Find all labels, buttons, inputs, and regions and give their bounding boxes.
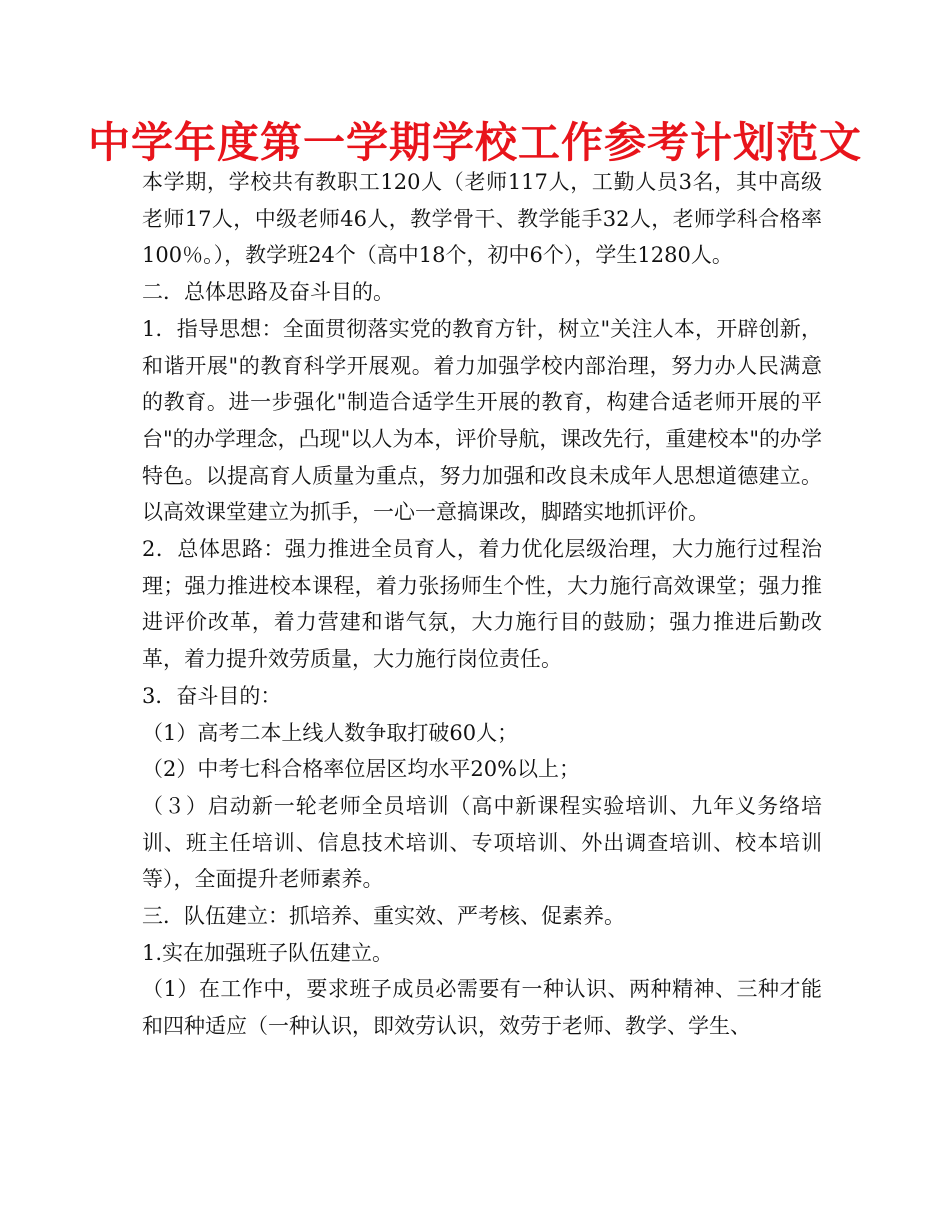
heading-overall-goals: 二．总体思路及奋斗目的。 [142,280,394,305]
paragraph-leadership-requirements: （1）在工作中，要求班子成员必需要有一种认识、两种精神、三种才能和四种适应（一种认识，即效劳认识，效劳于老师、教学、学生、 [142,977,822,1039]
objective-item-3: （３）启动新一轮老师全员培训（高中新课程实验培训、九年义务络培训、班主任培训、信息技术培训、专项培训、外出调查培训、校本培训等），全面提升老师素养。 [142,793,822,892]
paragraph-staff-summary: 本学期，学校共有教职工120人（老师117人，工勤人员3名，其中高级老师17人，中级老师46人，教学骨干、教学能手32人，老师学科合格率100％。），教学班24个（高中18个，初中6个），学生1280人。 [142,170,822,268]
objective-item-1: （1）高考二本上线人数争取打破60人； [142,720,519,745]
document-title: 中学年度第一学期学校工作参考计划范文 [87,118,862,167]
heading-team-building: 三．队伍建立：抓培养、重实效、严考核、促素养。 [142,904,625,929]
document-body [142,164,822,1045]
paragraph-overall-approach: 2．总体思路：强力推进全员育人，着力优化层级治理，大力施行过程治理；强力推进校本课程，着力张扬师生个性，大力施行高效课堂；强力推进评价改革，着力营建和谐气氛，大力施行目的鼓励；强力推进后勤改革，着力提升效劳质量，大力施行岗位责任。 [142,537,822,672]
paragraph-guiding-thought: 1．指导思想：全面贯彻落实党的教育方针，树立"关注人本，开辟创新，和谐开展"的教育科学开展观。着力加强学校内部治理，努力办人民满意的教育。进一步强化"制造合适学生开展的教育，构建合适老师开展的平台"的办学理念，凸现"以人为本，评价导航，课改先行，重建校本"的办学特色。以提高育人质量为重点，努力加强和改良未成年人思想道德建立。以高效课堂建立为抓手，一心一意搞课改，脚踏实地抓评价。 [142,316,822,525]
subheading-leadership: 1.实在加强班子队伍建立。 [142,940,394,965]
objective-item-2: （2）中考七科合格率位居区均水平20%以上； [142,757,581,782]
heading-objectives: 3．奋斗目的： [142,683,282,708]
